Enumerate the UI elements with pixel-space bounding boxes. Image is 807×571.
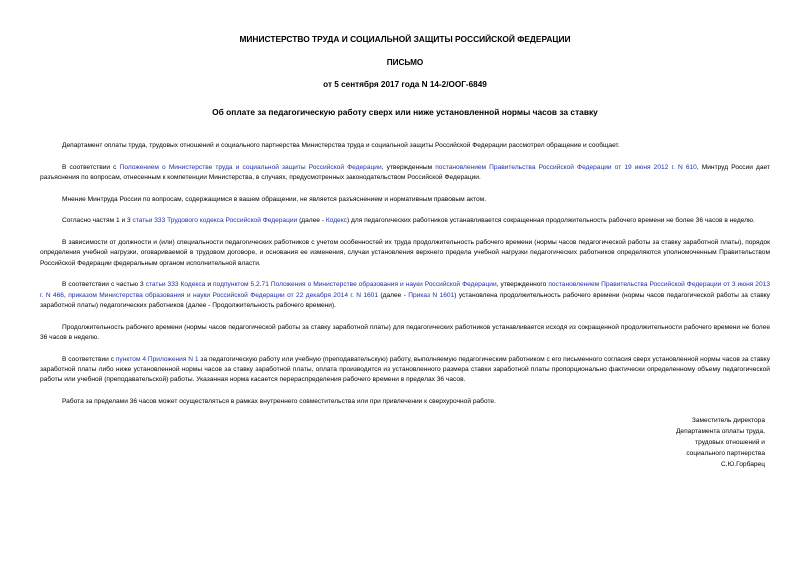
text: , — [63, 291, 69, 299]
paragraph-5: В зависимости от должности и (или) специальности педагогических работников с учетом особенностей их труда продолжительность рабочего времени (нормы часов педагогической работы за ставку заработной платы), порядок определения учебной нагрузки, оговариваемой в трудовом договоре, и основания ее изменения, случаи установления верхнего предела учебной нагрузки педагогических работников определяются уполномоченным Правительством Российской Федерации федеральным органом исполнительной власти. — [40, 239, 770, 267]
signature-line: трудовых отношений и — [695, 439, 765, 446]
link-code-article-333[interactable]: статьи 333 Кодекса — [145, 281, 206, 289]
paragraph-8 — [40, 355, 770, 386]
text: В соответствии с — [62, 163, 120, 171]
document — [40, 34, 770, 419]
document-subject: Об оплате за педагогическую работу сверх или ниже установленной нормы часов за ставку — [212, 106, 598, 117]
paragraph-3: Мнение Минтруда России по вопросам, содержащимся в вашем обращении, не является разъяснением и нормативным правовым актом. — [62, 195, 487, 203]
text: В соответствии с — [62, 355, 116, 363]
link-appendix-1-item-4[interactable]: пунктом 4 Приложения N 1 — [115, 355, 199, 363]
paragraph-7: Продолжительность рабочего времени (нормы часов педагогической работы за ставку заработной платы) для педагогических работников устанавливается исходя из сокращенной продолжительности рабочего времени не более 36 часов в неделю. — [40, 323, 770, 341]
text: ) установлена продолжительность рабочего времени (нормы часов педагогической работы за ставку заработной платы) педагогических работников (далее - Продолжительность рабочего времени). — [40, 291, 770, 309]
signature-name: С.Ю.Горбарец — [721, 461, 765, 468]
paragraph-2 — [40, 163, 770, 183]
document-body — [40, 141, 770, 407]
text: и — [205, 281, 214, 289]
text: (далее - — [297, 217, 326, 225]
text: ) для педагогических работников устанавливается сокращенная продолжительность рабочего времени не более 36 часов в неделю. — [346, 217, 755, 225]
text: (далее - — [378, 291, 409, 299]
ministry-title: МИНИСТЕРСТВО ТРУДА И СОЦИАЛЬНОЙ ЗАЩИТЫ РОССИЙСКОЙ ФЕДЕРАЦИИ — [239, 34, 571, 44]
link-government-decree-466[interactable]: постановлением Правительства Российской Федерации от 3 июня 2013 г. N 466 — [40, 281, 770, 299]
link-code[interactable]: Кодекс — [325, 217, 347, 225]
link-labor-code-article-333[interactable]: статьи 333 Трудового кодекса Российской Федерации — [132, 217, 298, 225]
signature-block — [676, 415, 765, 470]
text: В соответствии с частью 3 — [62, 281, 146, 289]
signature-line: социального партнерства — [686, 450, 765, 457]
link-education-ministry-regulation[interactable]: подпунктом 5.2.71 Положения о Министерстве образования и науки Российской Федерации — [213, 281, 497, 289]
paragraph-6 — [40, 280, 770, 311]
text: за педагогическую работу или учебную (преподавательскую) работу, выполняемую педагогическим работником с его письменного согласия сверх установленной нормы часов за ставку заработной платы либо ниже установленной нормы часов за ставку заработной платы, оплата производится из установленного размера ставки заработной платы пропорционально фактически определенному объему педагогической работы или учебной (преподавательской) работы. Указанная норма касается перераспределения рабочего времени в пределах 36 часов. — [40, 355, 771, 384]
paragraph-1: Департамент оплаты труда, трудовых отношений и социального партнерства Министерства труда и социальной защиты Российской Федерации рассмотрел обращение и сообщает. — [62, 141, 620, 149]
link-government-decree-610[interactable]: постановлением Правительства Российской Федерации от 19 июня 2012 г. N 610 — [435, 163, 697, 171]
paragraph-4 — [40, 216, 770, 226]
text: , Минтруд России дает разъяснения по вопросам, отнесенным к компетенции Министерства, в случаях, предусмотренных законодательством Российской Федерации. — [40, 163, 771, 181]
text: , утвержденным — [381, 163, 436, 171]
link-order-1601[interactable]: приказом Министерства образования и науки Российской Федерации от 22 декабря 2014 г. N 1601 — [68, 291, 379, 299]
link-order-1601-short[interactable]: Приказ N 1601 — [408, 291, 455, 299]
document-type: ПИСЬМО — [386, 58, 424, 68]
document-date-number: от 5 сентября 2017 года N 14-2/ООГ-6849 — [323, 80, 487, 90]
paragraph-9: Работа за пределами 36 часов может осуществляться в рамках внутреннего совместительства или при привлечении к сверхурочной работе. — [62, 397, 496, 405]
signature-line: Департамента оплаты труда, — [675, 428, 765, 435]
text: Согласно частям 1 и 3 — [62, 217, 133, 225]
link-ministry-regulation[interactable]: Положением о Министерстве труда и социальной защиты Российской Федерации — [119, 163, 382, 171]
text: , утвержденного — [496, 281, 549, 289]
signature-line: Заместитель директора — [691, 417, 765, 424]
